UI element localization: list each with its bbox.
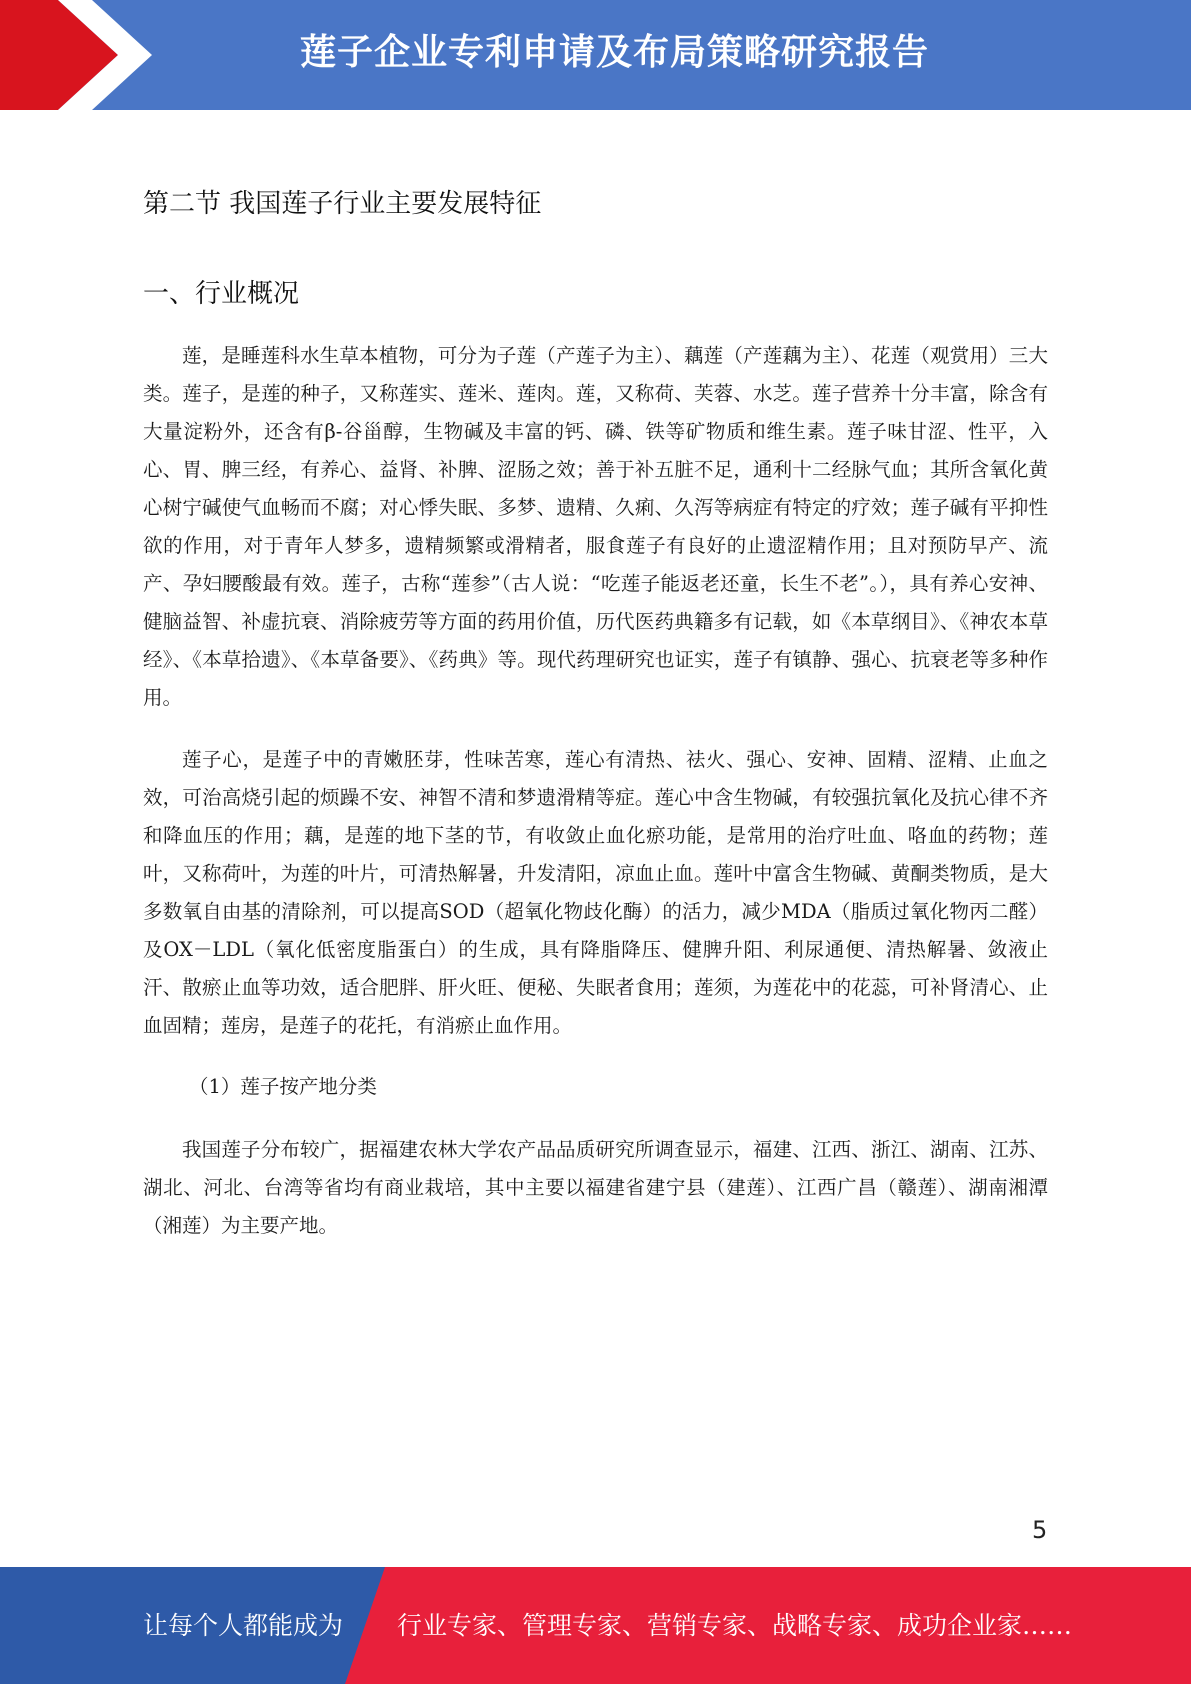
- footer-slogan-left: 让每个人都能成为: [143, 1611, 344, 1640]
- section-title: 第二节 我国莲子行业主要发展特征: [143, 189, 542, 219]
- paragraph-lotus-overview: 莲，是睡莲科水生草本植物，可分为子莲（产莲子为主）、藕莲（产莲藕为主）、花莲（观赏用）三大类。莲子，是莲的种子，又称莲实、莲米、莲肉。莲，又称荷、芙蓉、水芝。莲子营养十分丰富，除含有大量淀粉外，还含有β-谷甾醇，生物碱及丰富的钙、磷、铁等矿物质和维生素。莲子味甘涩、性平，入心、胃、脾三经，有养心、益肾、补脾、涩肠之效；善于补五脏不足，通利十二经脉气血；其所含氧化黄心树宁碱使气血畅而不腐；对心悸失眠、多梦、遗精、久痢、久泻等病症有特定的疗效；莲子碱有平抑性欲的作用，对于青年人梦多，遗精频繁或滑精者，服食莲子有良好的止遗涩精作用；且对预防早产、流产、孕妇腰酸最有效。莲子，古称“莲参”（古人说：“吃莲子能返老还童，长生不老”。），具有养心安神、健脑益智、补虚抗衰、消除疲劳等方面的药用价值，历代医药典籍多有记载，如《本草纲目》、《神农本草经》、《本草拾遗》、《本草备要》、《药典》等。现代药理研究也证实，莲子有镇静、强心、抗衰老等多种作用。: [143, 344, 1048, 709]
- page-number: 5: [1032, 1516, 1048, 1544]
- report-header: [0, 0, 1191, 110]
- list-item-origin-classification: （1）莲子按产地分类: [189, 1075, 377, 1098]
- report-title: 莲子企业专利申请及布局策略研究报告: [300, 32, 930, 73]
- paragraph-lotus-parts: 莲子心，是莲子中的青嫩胚芽，性味苦寒，莲心有清热、祛火、强心、安神、固精、涩精、止血之效，可治高烧引起的烦躁不安、神智不清和梦遗滑精等症。莲心中含生物碱，有较强抗氧化及抗心律不齐和降血压的作用；藕，是莲的地下茎的节，有收敛止血化瘀功能，是常用的治疗吐血、咯血的药物；莲叶，又称荷叶，为莲的叶片，可清热解暑，升发清阳，凉血止血。莲叶中富含生物碱、黄酮类物质，是大多数氧自由基的清除剂，可以提高SOD（超氧化物歧化酶）的活力，减少MDA（脂质过氧化物丙二醛）及OX－LDL（氧化低密度脂蛋白）的生成，具有降脂降压、健脾升阳、利尿通便、清热解暑、敛液止汗、散瘀止血等功效，适合肥胖、肝火旺、便秘、失眠者食用；莲须，为莲花中的花蕊，可补肾清心、止血固精；莲房，是莲子的花托，有消瘀止血作用。: [143, 748, 1048, 1037]
- report-footer: [0, 1567, 1191, 1684]
- footer-slogan-right: 行业专家、管理专家、营销专家、战略专家、成功企业家……: [397, 1611, 1073, 1640]
- paragraph-distribution: 我国莲子分布较广，据福建农林大学农产品品质研究所调查显示，福建、江西、浙江、湖南、江苏、湖北、河北、台湾等省均有商业栽培，其中主要以福建省建宁县（建莲）、江西广昌（赣莲）、湖南湘潭（湘莲）为主要产地。: [143, 1138, 1048, 1237]
- subsection-title: 一、行业概况: [143, 279, 300, 309]
